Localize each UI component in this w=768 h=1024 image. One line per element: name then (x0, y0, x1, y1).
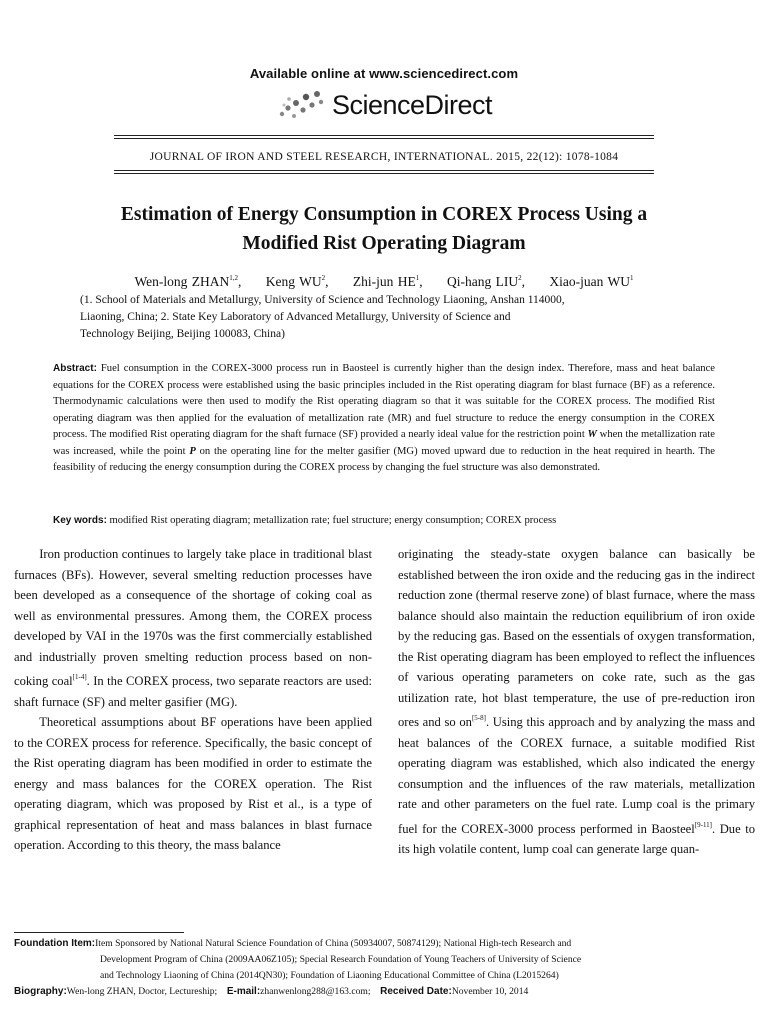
sciencedirect-logo (276, 84, 516, 124)
variable-p: P (189, 445, 196, 457)
author: Wen-long ZHAN$^{1,2}$, (134, 274, 242, 289)
citation-ref: [9-11] (694, 820, 713, 829)
keywords: Key words: modified Rist operating diagram; metallization rate; fuel structure; energy consumption; COREX process (53, 515, 557, 526)
body-column-left (14, 544, 372, 856)
paper-title (40, 200, 728, 258)
header-rule-bottom-2 (114, 173, 654, 174)
journal-citation: JOURNAL OF IRON AND STEEL RESEARCH, INTERNATIONAL. 2015, 22(12): 1078-1084 (149, 151, 619, 163)
citation-ref: [5-8] (471, 714, 486, 722)
header-rule-top-2 (114, 138, 654, 139)
variable-w: W (587, 429, 597, 440)
body-paragraph: Theoretical assumptions about BF operations have been applied to the COREX process for reference. Specifically, the basic concept of the Rist operating diagram has been modified in order to estimate the energy and mass balances for the COREX operation. The Rist operating diagram, which was proposed by Rist et al., is a type of graphical representation of heat and mass balances in blast furnace operation. According to this theory, the mass balance (14, 715, 372, 852)
abstract: Abstract: Fuel consumption in the COREX-3000 process run in Baosteel is currently higher than the design index. Therefore, mass and heat balance equations for the COREX process were established using the basic principles included in the Rist operating diagram for blast furnace (BF) as a reference. Thermodynamic calculations were then used to modify the Rist operating diagram so that it was suitable for the COREX process. The modified Rist operating diagram was then applied for the evaluation of metallization rate (MR) and fuel structure to reduce the energy consumption in the COREX process. The modified Rist operating diagram for the shaft furnace (SF) provided a nearly ideal value for the restriction point W when the metallization rate was increased, while the point P on the operating line for the melter gasifier (MG) moved upward due to reduction in the heat required in hearth. The feasibility of reducing the energy consumption during the COREX process by changing the fuel structure was also demonstrated. (53, 363, 715, 473)
title-line-1: Estimation of Energy Consumption in COREX Process Using a (120, 204, 648, 225)
citation-ref: [1-4] (72, 673, 87, 681)
body-paragraph: Iron production continues to largely take place in traditional blast furnaces (BFs). However, several smelting reduction processes have been developed as a consequence of the shortage of coking coal as well as environmental pressures. Among them, the COREX process developed by VAI in the 1970s was the first commercially established and industrially proven smelting reduction process based on non-coking coal[1-4]. In the COREX process, two separate reactors are used: shaft furnace (SF) and melter gasifier (MG). (14, 547, 372, 709)
header-rule-bottom (114, 170, 654, 171)
email-address: zhanwenlong288@163.com; (260, 986, 371, 997)
sciencedirect-dots-icon (276, 86, 328, 122)
author: Keng $WU^2$, (265, 274, 329, 289)
keywords-label: Key words: (53, 515, 107, 526)
body-paragraph: originating the steady-state oxygen balance can basically be established between the iron oxide and the reducing gas in the indirect reduction zone (thermal reserve zone) of blast furnace, where the mass balance should also maintain the reduction equilibrium of iron oxide by the reducing gas. Based on the essentials of oxygen transformation, the Rist operating diagram has been employed to reflect the influences of various operating parameters on coke rate, such as the gas utilization rate, hot blast temperature, the use of pre-reduction iron ores and so on[5-8]. Using this approach and by analyzing the mass and heat balances of the COREX furnace, a suitable modified Rist operating diagram was established, which also indicated the energy consumption and the influences of the raw materials, metallization rate and other parameters on the fuel rate. Lump coal is the primary fuel for the COREX-3000 process performed in Baosteel[9-11]. Due to its high volatile content, lump coal can generate large quan- (398, 547, 755, 856)
foundation-item-cont: Development Program of China (2009AA06Z105); Special Research Foundation of Young Teachers of University of Science (100, 954, 582, 965)
author: Zhi-jun $HE^1$, (352, 274, 423, 289)
received-date: November 10, 2014 (451, 986, 529, 997)
footnotes (14, 936, 744, 1000)
publisher-name: ScienceDirect (332, 90, 493, 120)
author: Qi-hang LIU$^2$, (447, 274, 526, 289)
author: Xiao-juan $WU^1$ (549, 274, 634, 289)
footnote-rule (14, 932, 184, 933)
body-column-right (398, 544, 755, 860)
header-rule-top (114, 135, 654, 136)
affiliation-line: Liaoning, China; 2. State Key Laboratory of Advanced Metallurgy, University of Science and (80, 311, 511, 323)
received-date-label: Received Date: (380, 986, 452, 997)
available-online-banner: Available online at www.sciencedirect.com (249, 66, 519, 81)
affiliation-line: Technology Beijing, Beijing 100083, China) (80, 328, 285, 340)
foundation-item: Foundation Item:Item Sponsored by National Natural Science Foundation of China (50934007, 50874129); National High-tech Research and (14, 938, 572, 949)
abstract-label: Abstract: (53, 363, 97, 374)
title-line-2: Modified Rist Operating Diagram (242, 233, 526, 254)
biography-label: Biography: (14, 986, 67, 997)
affiliation-line: (1. School of Materials and Metallurgy, University of Science and Technology Liaoning, Anshan 114000, (80, 294, 565, 306)
email-label: E-mail: (226, 986, 261, 997)
biography: Biography:Wen-long ZHAN, Doctor, Lectureship; E-mail:zhanwenlong288@163.com; Received Date:November 10, 2014 (14, 986, 529, 997)
author-list (0, 274, 768, 290)
affiliations (80, 292, 700, 343)
foundation-label: Foundation Item: (14, 938, 96, 949)
foundation-item-cont: and Technology Liaoning of China (2014QN30); Foundation of Liaoning Educational Committee of China (L2015264) (100, 970, 559, 981)
